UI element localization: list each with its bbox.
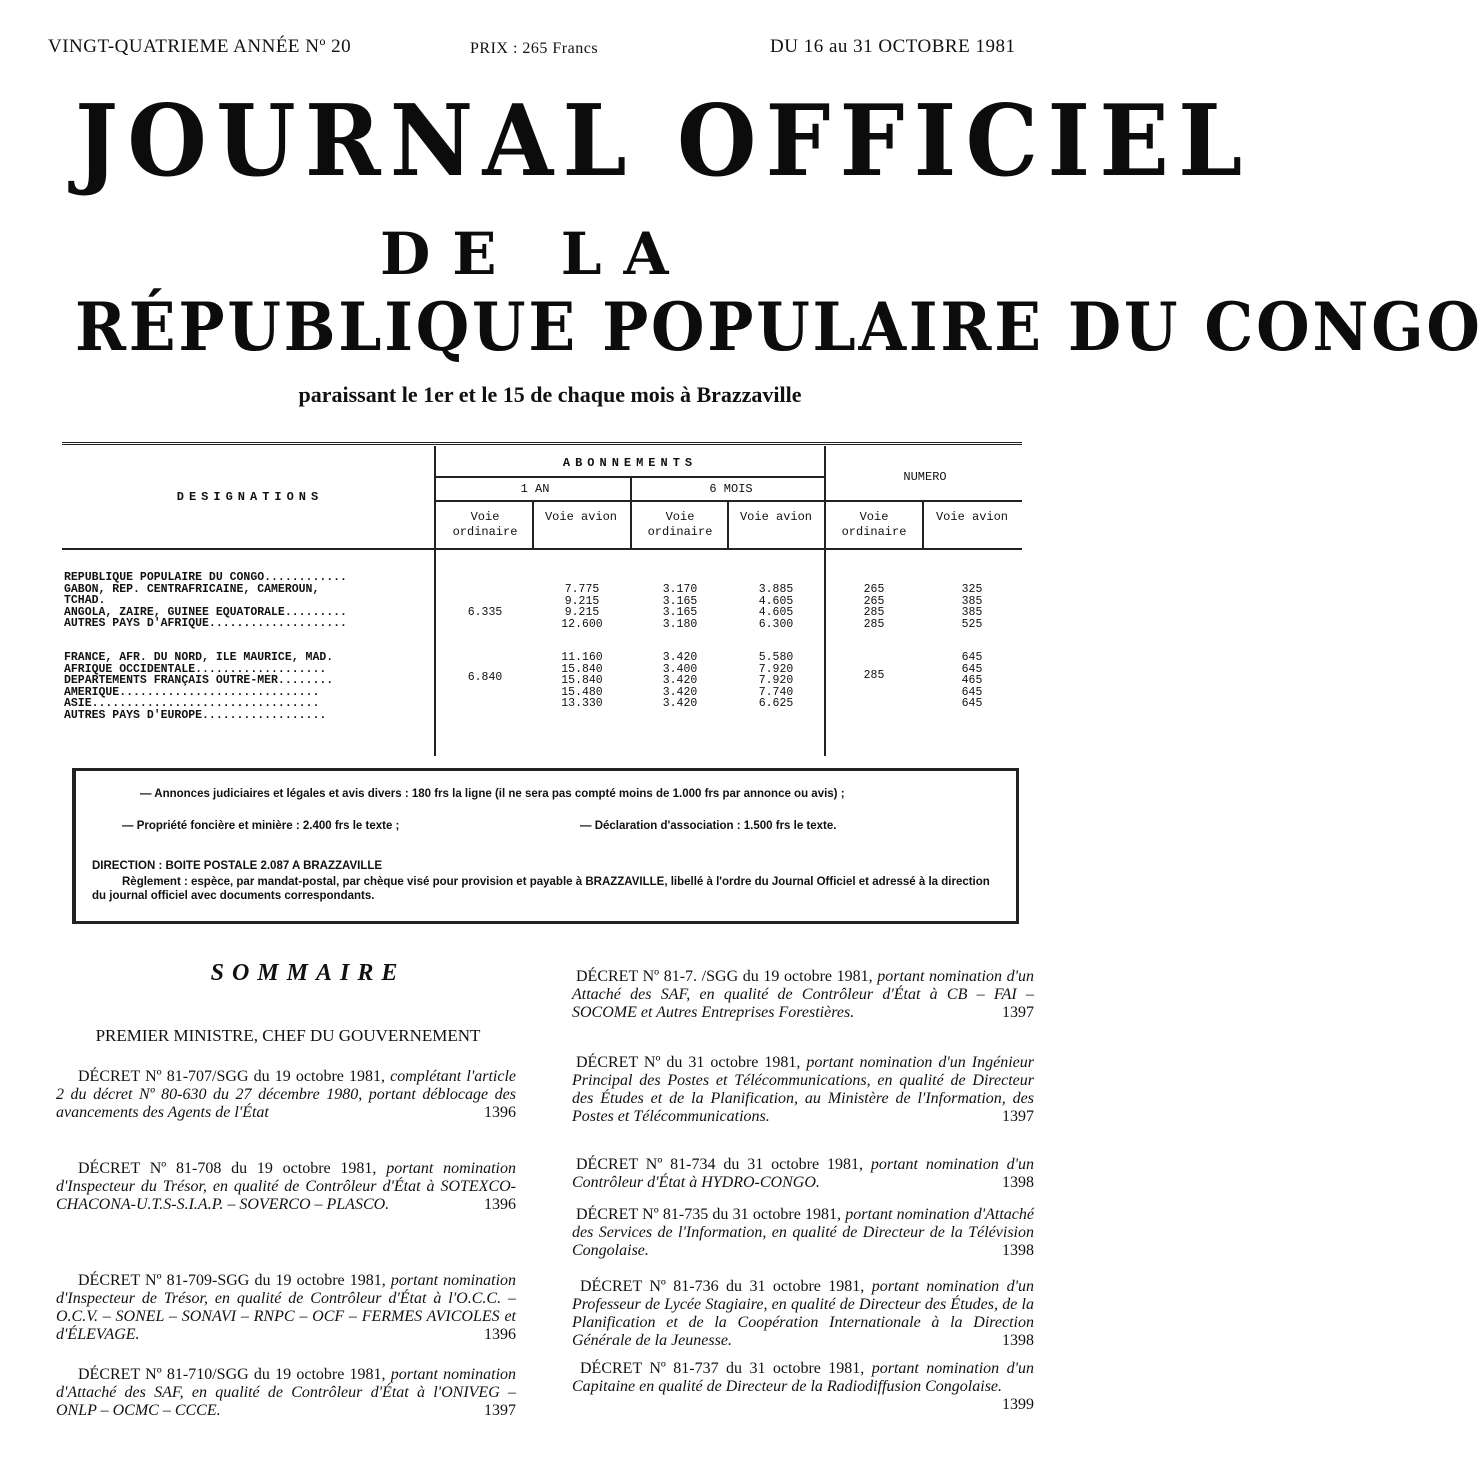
decree-number: DÉCRET Nº du 31 octobre 1981, <box>576 1054 801 1071</box>
table-divider <box>434 446 436 756</box>
issue-number: VINGT-QUATRIEME ANNÉE Nº 20 <box>48 36 352 57</box>
table-rule <box>62 548 1022 550</box>
list-item <box>572 1156 1034 1192</box>
note-annonces: — Annonces judiciaires et légales et avis divers : 180 frs la ligne (il ne sera pas compté moins de 1.000 frs par annonce ou avis) ; <box>140 788 845 800</box>
decree-number: DÉCRET Nº 81-709-SGG du 19 octobre 1981, <box>78 1272 386 1289</box>
page-number: 1398 <box>1002 1174 1034 1191</box>
price-1an-avion: 7.775 9.215 9.215 12.600 <box>561 583 603 631</box>
decree-number: DÉCRET Nº 81-708 du 19 octobre 1981, <box>78 1160 377 1177</box>
list-item <box>572 1054 1034 1126</box>
price-1an-avion: 11.160 15.840 15.840 15.480 13.330 <box>561 651 603 710</box>
decree-number: DÉCRET Nº 81-735 du 31 octobre 1981, <box>576 1206 842 1223</box>
issue-price: PRIX : 265 Francs <box>470 40 599 57</box>
price-numero-ordinaire: 265 265 285 285 <box>863 583 885 631</box>
list-item <box>56 1068 516 1122</box>
price-6mois-ordinaire: 3.170 3.165 3.165 3.180 <box>662 583 698 631</box>
list-item <box>572 1206 1034 1260</box>
page-number: 1397 <box>1002 1108 1034 1125</box>
decree-description: portant nomination d'un Capitaine en qualité de Directeur de la Radiodiffusion Congolaise. <box>572 1360 1035 1395</box>
decree-description: portant nomination d'un Attaché des SAF, en qualité de Contrôleur d'État à CB – FAI – SOCOME et Autres Entreprises Forestières. <box>572 968 1034 1021</box>
price-1an-ordinaire: 6.840 <box>467 671 503 684</box>
decree-description: portant nomination d'un Contrôleur d'État à HYDRO-CONGO. <box>572 1156 1035 1191</box>
tariff-notes-box <box>72 768 1019 924</box>
direction-address: DIRECTION : BOITE POSTALE 2.087 A BRAZZAVILLE <box>92 860 383 872</box>
header-voie-ordinaire: Voie ordinaire <box>841 510 907 539</box>
price-6mois-avion: 3.885 4.605 4.605 6.300 <box>758 583 794 631</box>
decree-description: portant nomination d'Attaché des Services de l'Information, en qualité de Directeur de la Télévision Congolaise. <box>572 1206 1035 1259</box>
note-propriete: — Propriété foncière et minière : 2.400 frs le texte ; <box>122 820 400 832</box>
decree-number: DÉCRET Nº 81-7. /SGG du 19 octobre 1981, <box>576 968 873 985</box>
price-6mois-ordinaire: 3.420 3.400 3.420 3.420 3.420 <box>662 651 698 710</box>
sommaire-title: SOMMAIRE <box>210 960 406 986</box>
masthead-de-la: DE LA <box>380 220 691 288</box>
masthead-title: JOURNAL OFFICIEL <box>75 84 1252 199</box>
note-association: — Déclaration d'association : 1.500 frs le texte. <box>580 820 837 832</box>
period-6-mois: 6 MOIS <box>709 482 753 496</box>
list-item <box>572 1360 1034 1414</box>
table-divider <box>922 500 924 548</box>
list-item <box>572 968 1034 1022</box>
issue-dates: DU 16 au 31 OCTOBRE 1981 <box>770 36 1016 57</box>
page-number: 1396 <box>484 1196 516 1213</box>
section-heading: PREMIER MINISTRE, CHEF DU GOUVERNEMENT <box>95 1026 481 1045</box>
price-numero-avion: 325 385 385 525 <box>961 583 983 631</box>
col-designations: DESIGNATIONS <box>176 490 324 504</box>
decree-description: portant nomination d'un Ingénieur Principal des Postes et Télécommunications, en qualité de Directeur des Études et de la Planification, au Ministère de l'Information, des Postes et Télécommunications. <box>572 1054 1035 1125</box>
list-item <box>56 1366 516 1420</box>
page-number: 1396 <box>484 1326 516 1343</box>
page-number: 1397 <box>1002 1004 1034 1021</box>
list-item <box>572 1278 1034 1350</box>
table-divider <box>727 500 729 548</box>
col-numero: NUMERO <box>903 470 947 484</box>
list-item <box>56 1272 516 1344</box>
page-number: 1398 <box>1002 1242 1034 1259</box>
table-rule <box>434 500 1022 502</box>
header-voie-avion: Voie avion <box>739 510 812 524</box>
decree-number: DÉCRET Nº 81-737 du 31 octobre 1981, <box>580 1360 865 1377</box>
decree-description: portant nomination d'un Professeur de Lycée Stagiaire, en qualité de Directeur des Études, de la Planification et de la Coopération Internationale à la Direction Générale de la Jeunesse. <box>572 1278 1035 1349</box>
masthead-republic: RÉPUBLIQUE POPULAIRE DU CONGO <box>75 288 1483 366</box>
decree-description: portant nomination d'Inspecteur du Trésor, en qualité de Contrôleur d'État à SOTEXCO-CHACONA-U.T.S-S.I.A.P. – SOVERCO – PLASCO. <box>56 1160 517 1213</box>
price-1an-ordinaire: 6.335 <box>467 606 503 619</box>
price-numero-ordinaire: 285 <box>863 669 885 682</box>
designations-group-africa: REPUBLIQUE POPULAIRE DU CONGO............ GABON, REP. CENTRAFRICAINE, CAMEROUN, TCHAD. ANGOLA, ZAIRE, GUINEE EQUATORALE......... AUTRES PAYS D'AFRIQUE.................... <box>64 571 347 630</box>
header-voie-ordinaire: Voie ordinaire <box>452 510 518 539</box>
page-number: 1398 <box>1002 1332 1034 1349</box>
payment-terms: Règlement : espèce, par mandat-postal, par chèque visé pour provision et payable à BRAZZAVILLE, libellé à l'ordre du Journal Officiel et adressé à la direction du journal officiel avec documents correspondants. <box>92 876 990 902</box>
col-abonnements: ABONNEMENTS <box>562 456 698 470</box>
designations-group-overseas: FRANCE, AFR. DU NORD, ILE MAURICE, MAD. AFRIQUE OCCIDENTALE................... DEPARTEMENTS FRANÇAIS OUTRE-MER........ AMERIQUE............................. ASIE................................. AUTRES PAYS D'EUROPE.................. <box>64 651 334 722</box>
list-item <box>56 1160 516 1214</box>
table-rule <box>434 476 824 478</box>
page-number: 1396 <box>484 1104 516 1121</box>
decree-number: DÉCRET Nº 81-736 du 31 octobre 1981, <box>580 1278 865 1295</box>
price-numero-avion: 645 645 465 645 645 <box>961 651 983 710</box>
decree-description: complétant l'article 2 du décret Nº 80-630 du 27 décembre 1980, portant déblocage des avancements des Agents de l'État <box>56 1068 516 1121</box>
period-1-an: 1 AN <box>520 482 550 496</box>
decree-description: portant nomination d'Attaché des SAF, en qualité de Contrôleur d'État à l'ONIVEG – ONLP – OCMC – CCCE. <box>56 1366 517 1419</box>
header-voie-ordinaire: Voie ordinaire <box>647 510 713 539</box>
decree-number: DÉCRET Nº 81-710/SGG du 19 octobre 1981, <box>78 1366 386 1383</box>
decree-number: DÉCRET Nº 81-707/SGG du 19 octobre 1981, <box>78 1068 385 1085</box>
page-number: 1397 <box>484 1402 516 1419</box>
header-voie-avion: Voie avion <box>544 510 617 524</box>
table-divider <box>532 500 534 548</box>
decree-number: DÉCRET Nº 81-734 du 31 octobre 1981, <box>576 1156 863 1173</box>
header-voie-avion: Voie avion <box>935 510 1008 524</box>
publication-frequency: paraissant le 1er et le 15 de chaque mois à Brazzaville <box>298 382 802 407</box>
page-number: 1399 <box>1002 1396 1034 1413</box>
price-6mois-avion: 5.580 7.920 7.920 7.740 6.625 <box>758 651 794 710</box>
table-divider <box>630 478 632 548</box>
table-top-rule <box>62 442 1022 445</box>
decree-description: portant nomination d'Inspecteur de Trésor, en qualité de Contrôleur d'État à l'O.C.C. – O.C.V. – SONEL – SONAVI – RNPC – OCF – FERMES AVICOLES et d'ÉLEVAGE. <box>56 1272 517 1343</box>
